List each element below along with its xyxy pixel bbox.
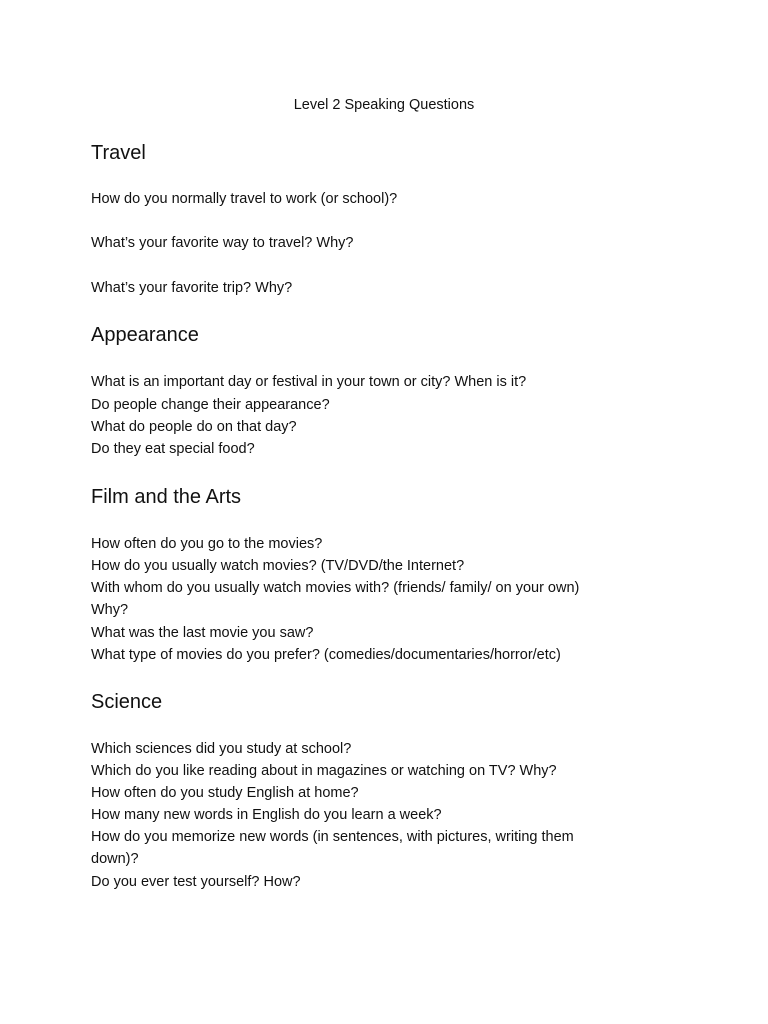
section-heading-science: Science: [91, 691, 163, 713]
section-heading-travel: Travel: [91, 142, 146, 164]
question-film-6: What type of movies do you prefer? (comedies/documentaries/horror/etc): [91, 647, 561, 663]
question-appearance-4: Do they eat special food?: [91, 441, 255, 457]
question-film-4: Why?: [91, 602, 129, 618]
question-science-6: down)?: [91, 851, 139, 867]
question-film-2: How do you usually watch movies? (TV/DVD/the Internet?: [91, 558, 465, 574]
question-appearance-3: What do people do on that day?: [91, 419, 297, 435]
question-science-7: Do you ever test yourself? How?: [91, 874, 301, 890]
question-science-2: Which do you like reading about in magazines or watching on TV? Why?: [91, 763, 557, 779]
question-travel-3: What’s your favorite trip? Why?: [91, 280, 293, 296]
section-heading-film-and-arts: Film and the Arts: [91, 486, 242, 508]
section-heading-appearance: Appearance: [91, 324, 199, 346]
question-film-3: With whom do you usually watch movies with? (friends/ family/ on your own): [91, 580, 580, 596]
question-travel-2: What’s your favorite way to travel? Why?: [91, 235, 354, 251]
question-travel-1: How do you normally travel to work (or school)?: [91, 191, 398, 207]
question-film-5: What was the last movie you saw?: [91, 625, 314, 641]
question-science-5: How do you memorize new words (in sentences, with pictures, writing them: [91, 829, 574, 845]
document-title: Level 2 Speaking Questions: [293, 97, 475, 113]
question-science-1: Which sciences did you study at school?: [91, 741, 352, 757]
question-appearance-1: What is an important day or festival in your town or city? When is it?: [91, 374, 527, 390]
question-appearance-2: Do people change their appearance?: [91, 397, 330, 413]
question-science-3: How often do you study English at home?: [91, 785, 359, 801]
question-science-4: How many new words in English do you learn a week?: [91, 807, 442, 823]
question-film-1: How often do you go to the movies?: [91, 536, 323, 552]
